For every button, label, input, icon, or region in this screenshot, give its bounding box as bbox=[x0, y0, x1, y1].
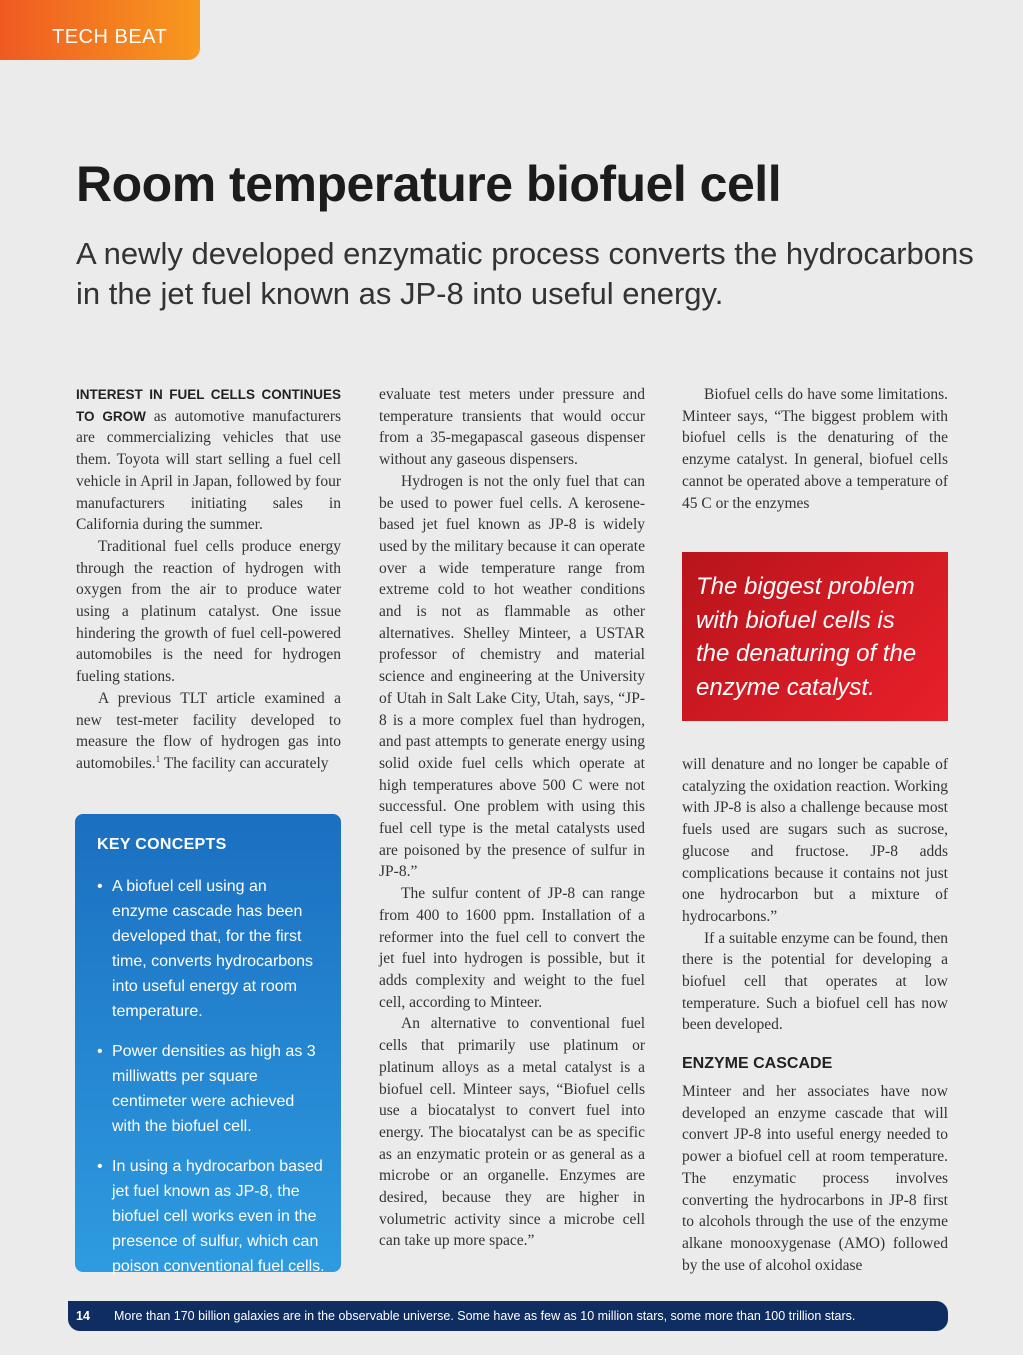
bullet-icon: • bbox=[97, 1158, 103, 1175]
col3-paragraph-1: Biofuel cells do have some limitations. Minteer says, “The biggest problem with biofuel cells is the denaturing of the enzyme catalyst. In general, biofuel cells cannot be operated above a temperature of 45 C or the enzymes bbox=[682, 386, 948, 512]
col3-paragraph-3: If a suitable enzyme can be found, then there is the potential for developing a biofuel cell that operates at low temperature. Such a biofuel cell has now been developed. bbox=[682, 929, 948, 1034]
article-deck: A newly developed enzymatic process converts the hydrocarbons in the jet fuel known as JP-8 into useful energy. bbox=[76, 236, 974, 311]
bullet-icon: • bbox=[97, 878, 103, 895]
key-concepts-box bbox=[75, 814, 341, 1275]
pull-quote-text: The biggest problem with biofuel cells is the denaturing of the enzyme catalyst. bbox=[696, 573, 917, 701]
col1-paragraph-2: Traditional fuel cells produce energy through the reaction of hydrogen with oxygen from the air to produce water using a platinum catalyst. One issue hindering the growth of fuel cell-powered automobiles is the need for hydrogen fueling stations. bbox=[76, 537, 341, 686]
col2-paragraph-4: An alternative to conventional fuel cells that primarily use platinum or platinum alloys as a metal catalyst is a biofuel cell. Minteer says, “Biofuel cells use a biocatalyst to convert fuel into energy. The biocatalyst can be as specific as an enzymatic protein or as general as a microbe or an organelle. Enzymes are desired, because they are higher in volumetric activity since a microbe cell can take up more space.” bbox=[379, 1015, 645, 1250]
key-concept-text: Power densities as high as 3 milliwatts per square centimeter were achieved with the biofuel cell. bbox=[112, 1043, 316, 1135]
section-tag bbox=[0, 0, 200, 60]
subhead-enzyme-cascade: ENZYME CASCADE bbox=[682, 1055, 833, 1072]
col1-paragraph-1 bbox=[76, 384, 341, 536]
list-item bbox=[97, 874, 325, 1024]
col1-p1-text: as automotive manufacturers are commercializing vehicles that use them. Toyota will start selling a fuel cell vehicle in April in Japan, followed by four manufacturers initiating sales in California during the summer. bbox=[76, 407, 342, 534]
page-number: 14 bbox=[76, 1309, 90, 1323]
footer-bar bbox=[68, 1301, 948, 1331]
column-1 bbox=[76, 384, 341, 775]
col1-p3-end: The facility can accurately bbox=[160, 754, 329, 772]
col2-paragraph-3: The sulfur content of JP-8 can range from 400 to 1600 ppm. Installation of a reformer into the fuel cell to convert the jet fuel into hydrogen is possible, but it adds complexity and weight to the fuel cell, according to Minteer. bbox=[379, 885, 645, 1011]
footnote-ref: 1 bbox=[155, 753, 161, 764]
col2-paragraph-2: Hydrogen is not the only fuel that can be used to power fuel cells. A kerosene-based jet fuel known as JP-8 is widely used by the military because it can operate over a wide temperature range from extreme cold to hot weather conditions and is not as flammable as other alternatives. Shelley Minteer, a USTAR professor of chemistry and material science and engineering at the University of Utah in Salt Lake City, Utah, says, “JP-8 is a more complex fuel than hydrogen, and past attempts to generate energy using solid oxide fuel cells which operate at high temperatures above 500 C were not successful. One problem with using this fuel cell type is the metal catalysts used are poisoned by the presence of sulfur in JP-8.” bbox=[379, 472, 645, 881]
column-3-bottom bbox=[682, 1081, 948, 1276]
col3-paragraph-4: Minteer and her associates have now developed an enzyme cascade that will convert JP-8 into useful energy needed to power a biofuel cell at room temperature. The enzymatic process involves converting the hydrocarbons in JP-8 first to alcohols through the use of the enzyme alkane monooxygenase (AMO) followed by the use of alcohol oxidase bbox=[682, 1083, 948, 1274]
article-title: Room temperature biofuel cell bbox=[76, 156, 782, 212]
bullet-icon: • bbox=[97, 1043, 103, 1060]
list-item bbox=[97, 1039, 325, 1139]
col2-paragraph-1: evaluate test meters under pressure and temperature transients that would occur from a 35-megapascal gaseous dispenser without any gaseous dispensers. bbox=[379, 386, 645, 469]
lead-in: INTEREST IN FUEL CELLS CONTINUES TO GROW bbox=[76, 387, 341, 424]
col1-paragraph-3 bbox=[76, 688, 341, 775]
section-tag-label: TECH BEAT bbox=[52, 26, 168, 48]
pull-quote bbox=[682, 552, 948, 721]
key-concept-text: In using a hydrocarbon based jet fuel known as JP-8, the biofuel cell works even in the presence of sulfur, which can poison conventional fuel cells. bbox=[112, 1158, 325, 1275]
col3-paragraph-2: will denature and no longer be capable of catalyzing the oxidation reaction. Working with JP-8 is also a challenge because most fuels used are sugars such as sucrose, glucose and fructose. JP-8 adds complications because it contains not just one hydrocarbon but a mixture of hydrocarbons.” bbox=[682, 756, 948, 925]
key-concept-text: A biofuel cell using an enzyme cascade has been developed that, for the first time, converts hydrocarbons into useful energy at room temperature. bbox=[112, 878, 313, 1020]
column-2 bbox=[379, 384, 645, 1252]
column-3-middle bbox=[682, 754, 948, 1036]
footer-fact: More than 170 billion galaxies are in the observable universe. Some have as few as 10 million stars, some more than 100 trillion stars. bbox=[114, 1309, 856, 1323]
list-item bbox=[97, 1154, 325, 1279]
key-concepts-heading: KEY CONCEPTS bbox=[97, 836, 227, 853]
col1-p3-text: A previous TLT article examined a new test-meter facility developed to measure the flow of hydrogen gas into automobiles. bbox=[76, 689, 341, 772]
column-3-top bbox=[682, 384, 948, 514]
key-concepts-list bbox=[97, 874, 325, 1279]
